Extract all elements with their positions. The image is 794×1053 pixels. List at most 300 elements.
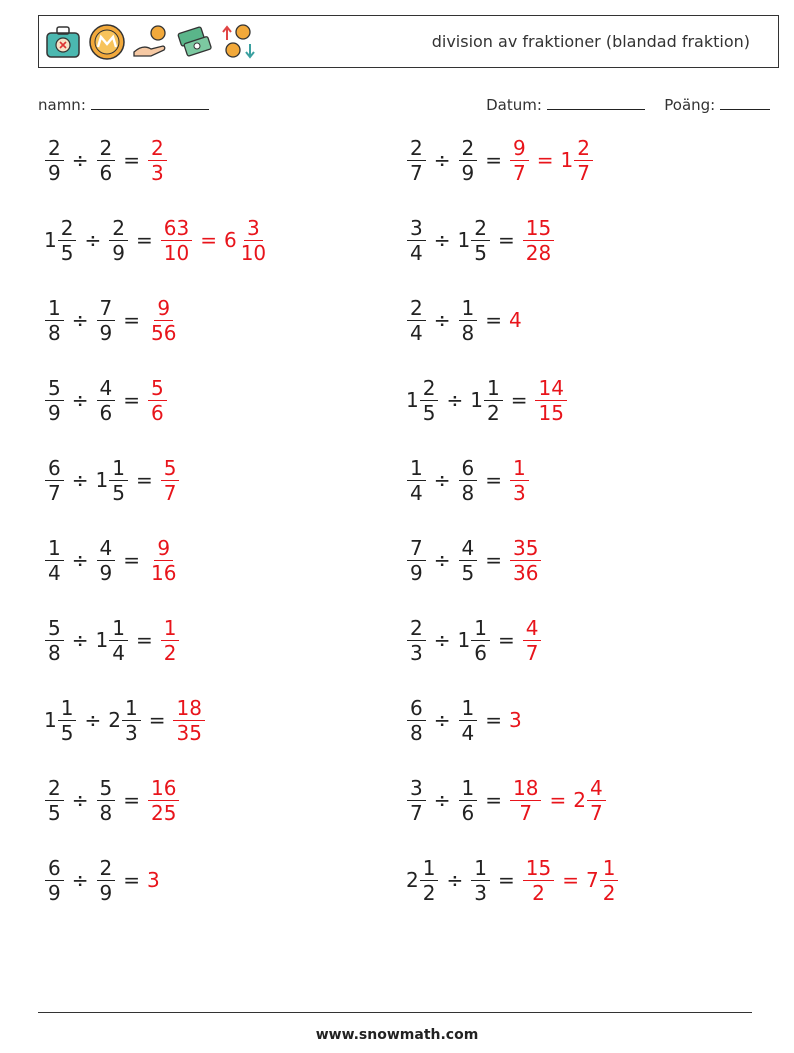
divide-sign: ÷ bbox=[433, 628, 451, 652]
dividend-fraction-denominator: 4 bbox=[410, 480, 423, 505]
divide-sign: ÷ bbox=[71, 628, 89, 652]
problem-6 bbox=[406, 290, 522, 350]
divisor-fraction-denominator: 4 bbox=[461, 720, 475, 745]
answer-mixed bbox=[573, 775, 606, 825]
answer-value-fraction bbox=[173, 695, 204, 745]
divisor-whole: 1 bbox=[457, 628, 471, 652]
equals-sign: = bbox=[485, 308, 502, 332]
problem-16 bbox=[406, 690, 522, 750]
divide-sign: ÷ bbox=[446, 868, 464, 892]
dividend-whole: 2 bbox=[406, 868, 419, 892]
dividend bbox=[406, 615, 427, 665]
divisor bbox=[96, 775, 117, 825]
dividend bbox=[44, 615, 65, 665]
answer-value-fraction-numerator: 9 bbox=[510, 138, 529, 161]
answer-value bbox=[509, 135, 530, 185]
dividend-whole: 1 bbox=[44, 708, 57, 732]
equals-sign: = bbox=[485, 468, 502, 492]
dividend bbox=[406, 375, 439, 425]
divisor-whole: 1 bbox=[95, 468, 109, 492]
answer-mixed-whole: 1 bbox=[560, 148, 574, 172]
answer-value-fraction-numerator: 5 bbox=[161, 458, 180, 481]
date-blank[interactable] bbox=[547, 96, 645, 110]
answer-value-fraction-numerator: 14 bbox=[535, 378, 566, 401]
dividend-fraction bbox=[407, 615, 426, 665]
equals-sign: = bbox=[123, 388, 140, 412]
cash-bills-icon bbox=[175, 22, 215, 62]
problem-7 bbox=[44, 370, 168, 430]
answer-value-fraction-denominator: 2 bbox=[532, 880, 545, 905]
equals-sign: = bbox=[485, 548, 502, 572]
date-label: Datum: bbox=[486, 96, 542, 114]
dividend-fraction-numerator: 6 bbox=[45, 458, 64, 481]
answer-value-fraction bbox=[161, 455, 180, 505]
divisor-fraction-denominator: 8 bbox=[461, 480, 475, 505]
dividend bbox=[44, 375, 65, 425]
dividend-fraction-denominator: 9 bbox=[410, 560, 423, 585]
answer-value bbox=[160, 615, 181, 665]
answer bbox=[147, 375, 168, 425]
answer-value-fraction bbox=[161, 615, 180, 665]
answer-value-fraction bbox=[523, 615, 542, 665]
dividend-fraction bbox=[407, 455, 426, 505]
divisor-fraction bbox=[459, 775, 478, 825]
problem-2 bbox=[406, 130, 594, 190]
problem-19 bbox=[44, 850, 160, 910]
problem-12 bbox=[406, 530, 542, 590]
dividend-fraction-numerator: 5 bbox=[45, 378, 64, 401]
answer-value-fraction bbox=[510, 135, 529, 185]
answer-value-fraction bbox=[535, 375, 566, 425]
dividend-fraction-denominator: 7 bbox=[410, 160, 423, 185]
dividend-fraction bbox=[407, 135, 426, 185]
divisor bbox=[458, 535, 479, 585]
divisor-fraction bbox=[471, 615, 490, 665]
dividend-fraction-denominator: 9 bbox=[48, 400, 61, 425]
divisor-fraction bbox=[97, 135, 116, 185]
answer-value-fraction bbox=[148, 295, 179, 345]
dividend bbox=[406, 695, 427, 745]
date-score-fields bbox=[486, 96, 770, 114]
answer bbox=[522, 215, 555, 265]
divide-sign: ÷ bbox=[433, 468, 451, 492]
divisor-fraction-denominator: 9 bbox=[112, 240, 125, 265]
problem-1 bbox=[44, 130, 168, 190]
divisor-fraction bbox=[109, 455, 128, 505]
dividend-fraction-numerator: 1 bbox=[45, 538, 64, 561]
dividend-fraction bbox=[407, 215, 426, 265]
dividend-fraction bbox=[407, 535, 426, 585]
footer-divider bbox=[38, 1012, 752, 1013]
dividend bbox=[44, 775, 65, 825]
dividend bbox=[44, 295, 65, 345]
divide-sign: ÷ bbox=[71, 788, 89, 812]
answer-value-fraction-numerator: 1 bbox=[161, 618, 180, 641]
problem-14 bbox=[406, 610, 542, 670]
divide-sign: ÷ bbox=[433, 548, 451, 572]
equals-sign: = bbox=[485, 148, 502, 172]
dividend-fraction-denominator: 4 bbox=[410, 240, 423, 265]
dividend-fraction-denominator: 9 bbox=[48, 880, 61, 905]
divide-sign: ÷ bbox=[84, 708, 102, 732]
problem-13 bbox=[44, 610, 180, 670]
answer-value-fraction-denominator: 28 bbox=[525, 240, 552, 265]
divisor-fraction bbox=[109, 615, 128, 665]
divisor-fraction-numerator: 4 bbox=[97, 538, 116, 561]
divisor bbox=[470, 855, 491, 905]
divisor bbox=[458, 135, 479, 185]
problem-18 bbox=[406, 770, 607, 830]
answer-mixed-whole: 7 bbox=[585, 868, 599, 892]
problem-8 bbox=[406, 370, 568, 430]
divisor bbox=[458, 295, 479, 345]
equals-sign: = bbox=[497, 228, 515, 252]
dividend-fraction-denominator: 8 bbox=[410, 720, 423, 745]
answer bbox=[534, 375, 567, 425]
divisor-fraction bbox=[459, 535, 478, 585]
divisor-fraction-denominator: 8 bbox=[99, 800, 113, 825]
dividend-fraction-numerator: 2 bbox=[407, 618, 426, 641]
dividend-fraction bbox=[420, 855, 439, 905]
answer-value bbox=[160, 455, 181, 505]
answer-value bbox=[147, 135, 168, 185]
dividend-fraction bbox=[45, 855, 64, 905]
divide-sign: ÷ bbox=[71, 388, 89, 412]
divisor-fraction-numerator: 1 bbox=[109, 458, 128, 481]
answer-value-fraction bbox=[148, 375, 167, 425]
dividend-fraction-denominator: 4 bbox=[410, 320, 423, 345]
answer-value-fraction-numerator: 4 bbox=[523, 618, 542, 641]
answer-value bbox=[160, 215, 193, 265]
dividend-fraction bbox=[45, 775, 64, 825]
dividend-fraction bbox=[58, 695, 77, 745]
answer-value-whole: 3 bbox=[509, 708, 522, 732]
answer-value bbox=[509, 308, 522, 332]
answer-mixed-fraction-numerator: 2 bbox=[574, 138, 593, 161]
dividend-fraction bbox=[58, 215, 77, 265]
equals-sign: = bbox=[200, 228, 217, 252]
equals-sign: = bbox=[123, 308, 140, 332]
divisor-fraction-denominator: 8 bbox=[461, 320, 475, 345]
divisor-fraction-denominator: 2 bbox=[486, 400, 500, 425]
divide-sign: ÷ bbox=[84, 228, 102, 252]
dividend-fraction bbox=[45, 615, 64, 665]
answer-value-fraction-denominator: 7 bbox=[525, 640, 539, 665]
problem-10 bbox=[406, 450, 530, 510]
answer-value-fraction bbox=[148, 135, 167, 185]
score-blank[interactable] bbox=[720, 96, 770, 110]
divide-sign: ÷ bbox=[446, 388, 464, 412]
divisor-fraction-denominator: 9 bbox=[99, 560, 113, 585]
answer bbox=[509, 708, 522, 732]
answer-value-fraction-numerator: 35 bbox=[510, 538, 541, 561]
answer-value-fraction bbox=[148, 775, 179, 825]
answer bbox=[160, 615, 181, 665]
dividend-fraction bbox=[407, 775, 426, 825]
divide-sign: ÷ bbox=[433, 228, 451, 252]
score-label: Poäng: bbox=[664, 96, 716, 114]
answer-value bbox=[522, 855, 555, 905]
divisor-whole: 2 bbox=[108, 708, 121, 732]
dividend bbox=[406, 215, 427, 265]
dividend-fraction-numerator: 1 bbox=[420, 858, 439, 881]
divisor-fraction bbox=[97, 295, 116, 345]
answer-value bbox=[147, 775, 180, 825]
dividend bbox=[406, 775, 427, 825]
problem-9 bbox=[44, 450, 180, 510]
divisor bbox=[96, 535, 117, 585]
answer-value-fraction-numerator: 18 bbox=[510, 778, 541, 801]
dividend-fraction-denominator: 7 bbox=[48, 480, 61, 505]
divisor bbox=[457, 215, 491, 265]
divide-sign: ÷ bbox=[433, 708, 451, 732]
divide-sign: ÷ bbox=[71, 148, 89, 172]
divisor-fraction-numerator: 4 bbox=[459, 538, 478, 561]
divide-sign: ÷ bbox=[71, 548, 89, 572]
equals-sign: = bbox=[549, 788, 567, 812]
dividend-fraction-numerator: 6 bbox=[45, 858, 64, 881]
answer bbox=[172, 695, 205, 745]
divisor-fraction-numerator: 1 bbox=[459, 298, 478, 321]
answer-mixed-fraction-numerator: 4 bbox=[587, 778, 606, 801]
divisor-fraction-denominator: 9 bbox=[99, 880, 113, 905]
dividend-fraction-denominator: 2 bbox=[422, 880, 436, 905]
answer-mixed-fraction bbox=[587, 775, 606, 825]
answer-value-fraction bbox=[161, 215, 192, 265]
divisor-fraction-denominator: 9 bbox=[99, 320, 113, 345]
answer-value-fraction-denominator: 3 bbox=[513, 480, 526, 505]
answer bbox=[509, 535, 542, 585]
divisor bbox=[457, 615, 491, 665]
dividend-fraction-numerator: 2 bbox=[420, 378, 439, 401]
dividend-fraction-denominator: 9 bbox=[48, 160, 61, 185]
answer-value bbox=[509, 708, 522, 732]
answer bbox=[522, 615, 543, 665]
dividend-fraction bbox=[45, 375, 64, 425]
answer-mixed-fraction bbox=[574, 135, 593, 185]
header-icons bbox=[43, 20, 259, 64]
answer-value-fraction-denominator: 3 bbox=[151, 160, 164, 185]
dividend bbox=[44, 135, 65, 185]
divide-sign: ÷ bbox=[433, 148, 451, 172]
footer-url: www.snowmath.com bbox=[315, 1027, 479, 1043]
dividend-fraction-numerator: 2 bbox=[58, 218, 77, 241]
dividend-fraction-numerator: 3 bbox=[407, 778, 426, 801]
answer-value-fraction bbox=[510, 455, 529, 505]
problem-15 bbox=[44, 690, 206, 750]
answer-value-fraction-denominator: 10 bbox=[163, 240, 190, 265]
dividend-fraction-denominator: 8 bbox=[48, 640, 61, 665]
problem-11 bbox=[44, 530, 180, 590]
divisor-fraction-numerator: 1 bbox=[484, 378, 503, 401]
equals-sign: = bbox=[123, 548, 140, 572]
answer-value bbox=[147, 295, 180, 345]
medical-bag-icon bbox=[43, 22, 83, 62]
answer-value-fraction-denominator: 35 bbox=[176, 720, 202, 745]
divisor-fraction bbox=[97, 775, 116, 825]
worksheet-title: division av fraktioner (blandad fraktion) bbox=[431, 32, 750, 51]
divisor bbox=[96, 855, 117, 905]
divisor bbox=[458, 775, 479, 825]
answer-mixed bbox=[223, 215, 270, 265]
answer-value bbox=[509, 535, 542, 585]
divide-sign: ÷ bbox=[433, 788, 451, 812]
answer-value-fraction bbox=[510, 775, 541, 825]
divisor-fraction-denominator: 9 bbox=[461, 160, 475, 185]
divisor bbox=[458, 695, 479, 745]
answer-mixed-fraction-denominator: 2 bbox=[602, 880, 616, 905]
equals-sign: = bbox=[497, 628, 515, 652]
answer-value-fraction bbox=[148, 535, 179, 585]
equals-sign: = bbox=[485, 708, 502, 732]
answer-value-fraction-numerator: 9 bbox=[154, 298, 173, 321]
hand-coin-icon bbox=[131, 22, 171, 62]
answer-value bbox=[147, 535, 180, 585]
divisor-whole: 1 bbox=[457, 228, 471, 252]
dividend bbox=[406, 295, 427, 345]
divisor bbox=[95, 455, 129, 505]
answer-value-fraction-denominator: 36 bbox=[513, 560, 539, 585]
answer-value bbox=[522, 215, 555, 265]
divisor-fraction-numerator: 1 bbox=[109, 618, 128, 641]
answer bbox=[147, 535, 180, 585]
answer-value-fraction-numerator: 16 bbox=[148, 778, 179, 801]
answer-mixed-whole: 2 bbox=[573, 788, 586, 812]
dividend-fraction-denominator: 5 bbox=[48, 800, 61, 825]
divisor-fraction-numerator: 6 bbox=[459, 458, 478, 481]
divisor-fraction bbox=[459, 455, 478, 505]
answer bbox=[147, 868, 160, 892]
divisor-fraction-numerator: 1 bbox=[471, 858, 490, 881]
divisor bbox=[95, 615, 129, 665]
dividend-fraction-denominator: 8 bbox=[48, 320, 61, 345]
answer-value bbox=[509, 775, 542, 825]
dividend-whole: 1 bbox=[44, 228, 57, 252]
divisor-fraction-numerator: 5 bbox=[97, 778, 116, 801]
name-label: namn: bbox=[38, 96, 86, 114]
answer-value-fraction bbox=[523, 215, 554, 265]
dividend-fraction-numerator: 2 bbox=[407, 138, 426, 161]
equals-sign: = bbox=[123, 148, 140, 172]
coin-exchange-icon bbox=[219, 22, 259, 62]
dividend-fraction-numerator: 1 bbox=[58, 698, 77, 721]
answer-value-fraction-denominator: 7 bbox=[519, 800, 533, 825]
equals-sign: = bbox=[497, 868, 515, 892]
divisor-fraction-denominator: 4 bbox=[112, 640, 125, 665]
dividend-fraction-denominator: 7 bbox=[410, 800, 423, 825]
dividend-fraction-numerator: 5 bbox=[45, 618, 64, 641]
divisor-fraction bbox=[471, 215, 490, 265]
divisor bbox=[96, 135, 117, 185]
divisor-fraction-denominator: 6 bbox=[99, 400, 113, 425]
divisor-fraction-numerator: 2 bbox=[97, 138, 116, 161]
answer-value-fraction bbox=[523, 855, 554, 905]
divisor-fraction bbox=[459, 135, 478, 185]
dividend-fraction bbox=[45, 535, 64, 585]
dividend-fraction-denominator: 5 bbox=[60, 240, 74, 265]
answer bbox=[509, 775, 607, 825]
divisor-fraction bbox=[484, 375, 503, 425]
answer bbox=[160, 215, 270, 265]
dividend bbox=[44, 215, 77, 265]
dividend bbox=[406, 535, 427, 585]
answer-value bbox=[522, 615, 543, 665]
answer-value-fraction-numerator: 63 bbox=[161, 218, 192, 241]
divisor-fraction-numerator: 1 bbox=[122, 698, 141, 721]
answer-mixed-whole: 6 bbox=[223, 228, 237, 252]
answer bbox=[147, 295, 180, 345]
answer-value-fraction-numerator: 2 bbox=[148, 138, 167, 161]
dividend-fraction-denominator: 3 bbox=[410, 640, 423, 665]
divisor-fraction bbox=[109, 215, 128, 265]
divisor-fraction bbox=[97, 855, 116, 905]
dividend-fraction bbox=[45, 455, 64, 505]
monero-coin-icon bbox=[87, 22, 127, 62]
dividend-fraction bbox=[45, 295, 64, 345]
dividend-fraction bbox=[407, 695, 426, 745]
answer bbox=[147, 775, 180, 825]
divide-sign: ÷ bbox=[71, 868, 89, 892]
dividend-fraction-denominator: 5 bbox=[422, 400, 436, 425]
divisor-fraction-numerator: 1 bbox=[471, 618, 490, 641]
equals-sign: = bbox=[135, 468, 153, 492]
equals-sign: = bbox=[485, 788, 502, 812]
dividend-fraction-numerator: 2 bbox=[45, 778, 64, 801]
divisor-fraction bbox=[97, 375, 116, 425]
divide-sign: ÷ bbox=[71, 308, 89, 332]
dividend bbox=[44, 455, 65, 505]
divisor-fraction-denominator: 6 bbox=[474, 640, 487, 665]
answer-mixed-fraction-denominator: 7 bbox=[577, 160, 590, 185]
equals-sign: = bbox=[135, 628, 153, 652]
divisor-fraction-numerator: 1 bbox=[459, 698, 478, 721]
answer-value-fraction-numerator: 15 bbox=[523, 858, 554, 881]
divisor-fraction-denominator: 5 bbox=[112, 480, 125, 505]
answer-value-fraction-numerator: 15 bbox=[523, 218, 554, 241]
divisor-fraction bbox=[459, 295, 478, 345]
answer-value-fraction-denominator: 6 bbox=[151, 400, 164, 425]
divisor-fraction-denominator: 3 bbox=[124, 720, 138, 745]
answer-mixed-fraction-denominator: 7 bbox=[589, 800, 603, 825]
equals-sign: = bbox=[562, 868, 579, 892]
answer-value-fraction-denominator: 7 bbox=[163, 480, 177, 505]
divisor-fraction bbox=[459, 695, 478, 745]
equals-sign: = bbox=[536, 148, 554, 172]
dividend-fraction-numerator: 2 bbox=[407, 298, 426, 321]
dividend bbox=[406, 135, 427, 185]
dividend-fraction-numerator: 6 bbox=[407, 698, 426, 721]
dividend bbox=[406, 855, 439, 905]
divisor-whole: 1 bbox=[95, 628, 109, 652]
answer bbox=[522, 855, 620, 905]
dividend-fraction-numerator: 7 bbox=[407, 538, 426, 561]
answer-mixed-fraction-numerator: 3 bbox=[244, 218, 263, 241]
divisor-whole: 1 bbox=[470, 388, 483, 412]
dividend-fraction-numerator: 1 bbox=[45, 298, 64, 321]
name-blank[interactable] bbox=[91, 96, 209, 110]
answer-value-fraction-numerator: 5 bbox=[148, 378, 167, 401]
divisor bbox=[458, 455, 479, 505]
answer bbox=[147, 135, 168, 185]
dividend-fraction bbox=[407, 295, 426, 345]
dividend bbox=[44, 855, 65, 905]
answer-mixed-fraction-numerator: 1 bbox=[600, 858, 619, 881]
problem-5 bbox=[44, 290, 180, 350]
answer-value bbox=[534, 375, 567, 425]
answer-value-fraction-numerator: 9 bbox=[154, 538, 173, 561]
answer-value-whole: 3 bbox=[147, 868, 160, 892]
divisor-fraction-denominator: 6 bbox=[461, 800, 475, 825]
